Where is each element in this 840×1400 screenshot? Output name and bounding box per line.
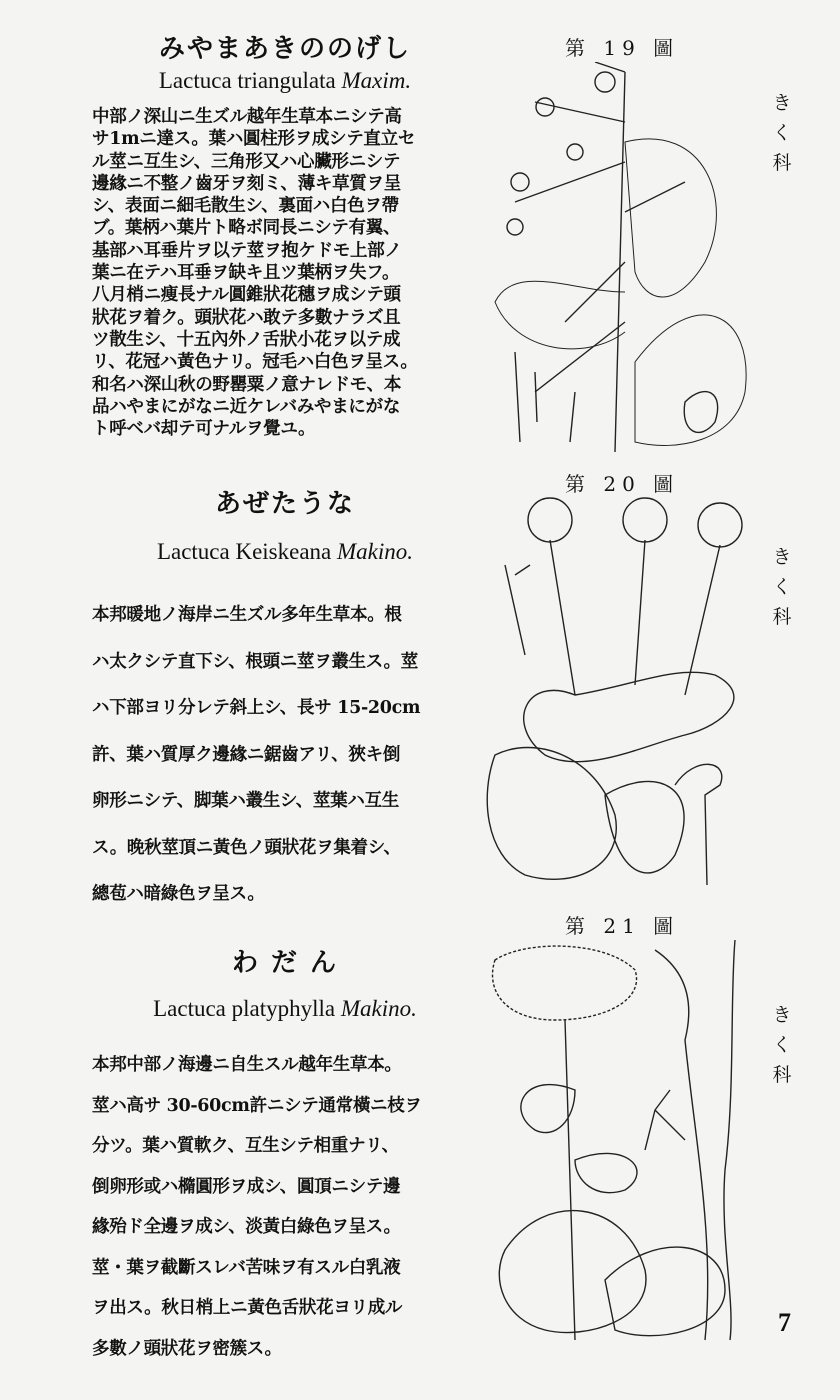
body-line: ヲ出ス。秋日梢上ニ黃色舌狀花ヨリ成ル — [92, 1298, 403, 1318]
figure-label: 第 21 圖 — [565, 914, 680, 938]
latin-genus: Lactuca Keiskeana — [156, 539, 332, 564]
entry-body — [92, 1045, 477, 1369]
body-line: ト呼ベバ却テ可ナルヲ覺ユ。 — [92, 419, 316, 440]
body-line: 卵形ニシテ、脚葉ハ叢生シ、莖葉ハ互生 — [92, 791, 399, 811]
figure-label: 第 19 圖 — [565, 36, 680, 60]
body-line: ブ。葉柄ハ葉片ト略ボ同長ニシテ有翼、 — [92, 218, 401, 239]
body-line: ツ散生シ、十五內外ノ舌狀小花ヲ以テ成 — [92, 329, 401, 350]
entry-title: あぜたうな — [214, 489, 355, 519]
body-line: 莖ハ高サ 30-60cm許ニシテ通常橫ニ枝ヲ — [92, 1095, 422, 1116]
body-line: 中部ノ深山ニ生ズル越年生草本ニシテ高 — [92, 107, 402, 127]
body-line: 分ツ。葉ハ質軟ク、互生シテ相重ナリ、 — [92, 1136, 399, 1156]
body-line: 邊緣ニ不整ノ齒牙ヲ刻ミ、薄キ草質ヲ呈 — [92, 173, 401, 194]
latin-genus: Lactuca triangulata — [158, 68, 336, 93]
family-char: く — [772, 122, 792, 144]
latin-name — [90, 996, 480, 1022]
body-line: 葉ニ在テハ耳垂ヲ缺キ且ツ葉柄ヲ失フ。 — [92, 263, 400, 284]
body-line: 許、葉ハ質厚ク邊緣ニ鋸齒アリ、狹キ倒 — [92, 744, 401, 765]
body-line: 本邦暖地ノ海岸ニ生ズル多年生草本。根 — [92, 605, 402, 625]
body-line: ス。晚秋莖頂ニ黃色ノ頭狀花ヲ集着シ、 — [92, 837, 401, 858]
plant-illustration — [485, 495, 765, 895]
latin-author: Makino. — [337, 539, 414, 564]
family-label — [770, 88, 794, 178]
body-line: リ、花冠ハ黃色ナリ。冠毛ハ白色ヲ呈ス。 — [92, 352, 418, 373]
body-line: ル莖ニ互生シ、三角形又ハ心臟形ニシテ — [92, 151, 401, 172]
body-line: 緣殆ド全邊ヲ成シ、淡黃白綠色ヲ呈ス。 — [92, 1217, 401, 1237]
family-char: く — [772, 1034, 792, 1056]
family-char: く — [772, 576, 792, 598]
body-line: 倒卵形或ハ橢圓形ヲ成シ、圓頂ニシテ邊 — [92, 1176, 401, 1197]
body-line: 本邦中部ノ海邊ニ自生スル越年生草本。 — [92, 1055, 402, 1075]
entry-title: わ だ ん — [231, 948, 339, 978]
entry-title: みやまあきののげし — [158, 34, 411, 64]
plant-illustration — [485, 940, 765, 1350]
family-char: 科 — [772, 606, 792, 628]
family-char: き — [772, 1004, 792, 1026]
family-char: 科 — [772, 1064, 792, 1086]
body-line: 總苞ハ暗綠色ヲ呈ス。 — [92, 884, 265, 904]
body-line: 多數ノ頭狀花ヲ密簇ス。 — [92, 1338, 282, 1359]
plant-illustration — [475, 62, 765, 452]
body-line: 和名ハ深山秋の野罌粟ノ意ナレドモ、本 — [92, 374, 402, 395]
latin-author: Makino. — [340, 996, 417, 1021]
family-char: き — [772, 92, 792, 114]
family-char: 科 — [772, 152, 792, 174]
body-line: 品ハやまにがなニ近ケレバみやまにがな — [92, 396, 401, 417]
body-line: シ、表面ニ細毛散生シ、裏面ハ白色ヲ帶 — [92, 196, 399, 217]
page-number: 7 — [778, 1308, 791, 1337]
entry-body — [92, 106, 477, 440]
latin-name — [90, 68, 480, 94]
body-line: 莖・葉ヲ截斷スレバ苦味ヲ有スル白乳液 — [92, 1257, 401, 1278]
family-char: き — [772, 546, 792, 568]
body-line: ハ下部ヨリ分レテ斜上シ、長サ 15-20cm — [92, 698, 421, 718]
family-label — [770, 1000, 794, 1090]
figure-label: 第 20 圖 — [565, 472, 680, 496]
family-label — [770, 542, 794, 632]
body-line: 基部ハ耳垂片ヲ以テ莖ヲ抱ケドモ上部ノ — [92, 240, 402, 261]
body-line: サ1mニ達ス。葉ハ圓柱形ヲ成シテ直立セ — [92, 129, 416, 150]
body-line: ハ太クシテ直下シ、根頭ニ莖ヲ叢生ス。莖 — [92, 651, 418, 672]
body-line: 八月梢ニ痩長ナル圓錐狀花穗ヲ成シテ頭 — [92, 285, 401, 306]
entry-body — [92, 592, 477, 918]
latin-author: Maxim. — [341, 68, 412, 93]
body-line: 狀花ヲ着ク。頭狀花ハ敢テ多數ナラズ且 — [92, 307, 401, 328]
latin-genus: Lactuca platyphylla — [153, 996, 336, 1021]
latin-name — [90, 539, 480, 565]
